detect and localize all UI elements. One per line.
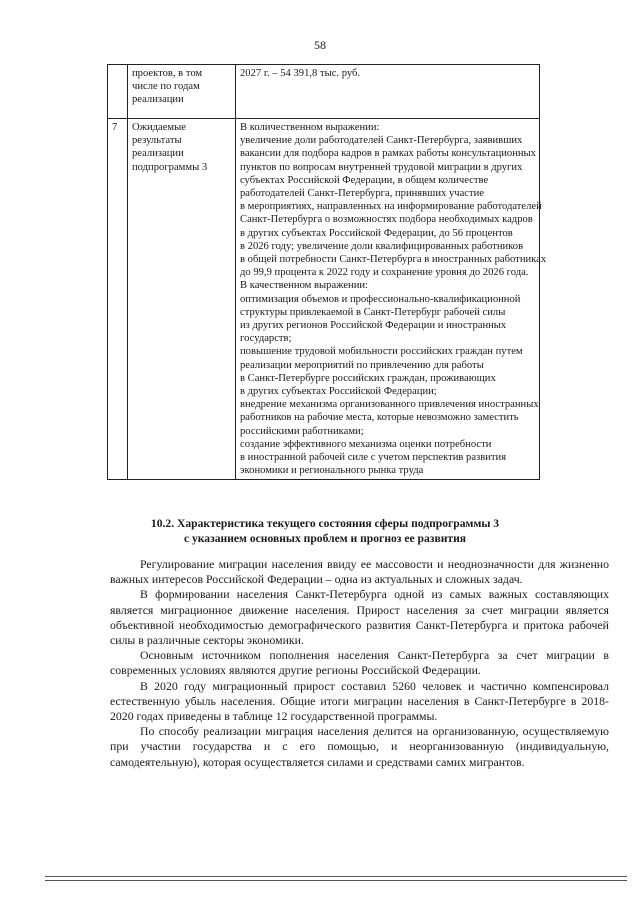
table-row [108, 119, 540, 480]
row-number-cell [108, 65, 128, 119]
cell-line: реализации мероприятий по привлечению для работы [240, 359, 484, 371]
row-name-cell [128, 119, 236, 480]
cell-line: результаты [132, 135, 182, 147]
cell-line: в Санкт-Петербурге российских граждан, проживающих [240, 372, 496, 384]
paragraph: Основным источником пополнения населения Санкт-Петербурга за счет миграции в современных условиях являются другие регионы Российской Федерации. [110, 648, 609, 678]
cell-line: 2027 г. – 54 391,8 тыс. руб. [240, 68, 361, 79]
cell-line: в мероприятиях, направленных на информирование работодателей [240, 201, 542, 213]
cell-line: В количественном выражении: [240, 122, 380, 133]
scan-edge-line [45, 876, 627, 877]
cell-line: В качественном выражении: [240, 280, 368, 292]
cell-line: до 99,9 процента к 2022 году и сохранение уровня до 2026 года. [240, 267, 529, 279]
cell-line: в других субъектах Российской Федерации; [240, 386, 437, 398]
table-row [108, 65, 540, 119]
cell-line: реализации [132, 148, 184, 160]
cell-line: подпрограммы 3 [132, 161, 208, 173]
cell-line: структуры привлекаемой в Санкт-Петербург рабочей силы [240, 306, 506, 318]
section-heading [110, 516, 540, 546]
cell-line: работодателей Санкт-Петербурга, принявших участие [240, 188, 484, 200]
paragraph: Регулирование миграции населения ввиду ее массовости и неоднозначности для жизненно важных интересов Российской Федерации – одна из актуальных и сложных задач. [110, 557, 609, 587]
cell-line: оптимизация объемов и профессионально-квалификационной [240, 293, 521, 305]
cell-line: в других субъектах Российской Федерации, до 56 процентов [240, 227, 513, 239]
cell-line: числе по годам [132, 81, 200, 93]
section-heading-line: с указанием основных проблем и прогноз ее развития [183, 532, 467, 545]
row-value-cell [236, 119, 547, 480]
cell-line: Ожидаемые [132, 122, 186, 133]
cell-line: внедрение механизма организованного привлечения иностранных [240, 399, 539, 411]
cell-line: вакансии для подбора кадров в рамках работы консультационных [240, 148, 536, 160]
scan-edge-line [45, 880, 627, 881]
cell-line: российскими работниками; [240, 425, 364, 437]
cell-line: проектов, в том [132, 68, 203, 79]
cell-line: реализации [132, 94, 184, 106]
paragraph: По способу реализации миграция населения делится на организованную, осуществляемую при участии государства и с его помощью, и неорганизованную (индивидуальную, самодеятельную), которая осуществляется силами и средствами самих мигрантов. [110, 724, 609, 769]
cell-line: государств; [240, 333, 292, 345]
cell-line: в иностранной рабочей силе с учетом перспектив развития [240, 452, 507, 464]
cell-line: Санкт-Петербурга о возможностях подбора необходимых кадров [240, 214, 533, 226]
paragraph: В формировании населения Санкт-Петербурга одной из самых важных составляющих является миграционное движение населения. Прирост населения за счет миграции является объективной необходимостью демографического развития Санкт-Петербурга и притока рабочей силы в различные секторы экономики. [110, 587, 609, 648]
cell-line: создание эффективного механизма оценки потребности [240, 438, 492, 450]
cell-line: работников на рабочие места, которые невозможно заместить [240, 412, 519, 424]
cell-line: субъектах Российской Федерации, в общем количестве [240, 174, 489, 186]
row-value-cell [236, 65, 540, 119]
row-number-cell: 7 [108, 119, 128, 480]
section-heading-line: 10.2. Характеристика текущего состояния сферы подпрограммы 3 [150, 517, 500, 530]
section-body [110, 557, 609, 770]
page-number: 58 [314, 38, 326, 52]
row-name-cell [128, 65, 236, 119]
cell-line: из других регионов Российской Федерации и иностранных [240, 320, 507, 332]
cell-line: в 2026 году; увеличение доли квалифицированных работников [240, 240, 524, 252]
cell-line: увеличение доли работодателей Санкт-Петербурга, заявивших [240, 135, 523, 147]
paragraph: В 2020 году миграционный прирост составил 5260 человек и частично компенсировал естественную убыль населения. Общие итоги миграции населения в Санкт-Петербурге в 2018-2020 годах приведены в таблице 12 государственной программы. [110, 678, 609, 724]
cell-line: в общей потребности Санкт-Петербурга в иностранных работниках [240, 254, 547, 266]
program-passport-table [107, 64, 547, 480]
cell-line: повышение трудовой мобильности российских граждан путем [240, 346, 523, 358]
cell-line: экономики и регионального рынка труда [240, 465, 424, 477]
cell-line: пунктов по вопросам внутренней трудовой миграции в других [240, 161, 523, 173]
